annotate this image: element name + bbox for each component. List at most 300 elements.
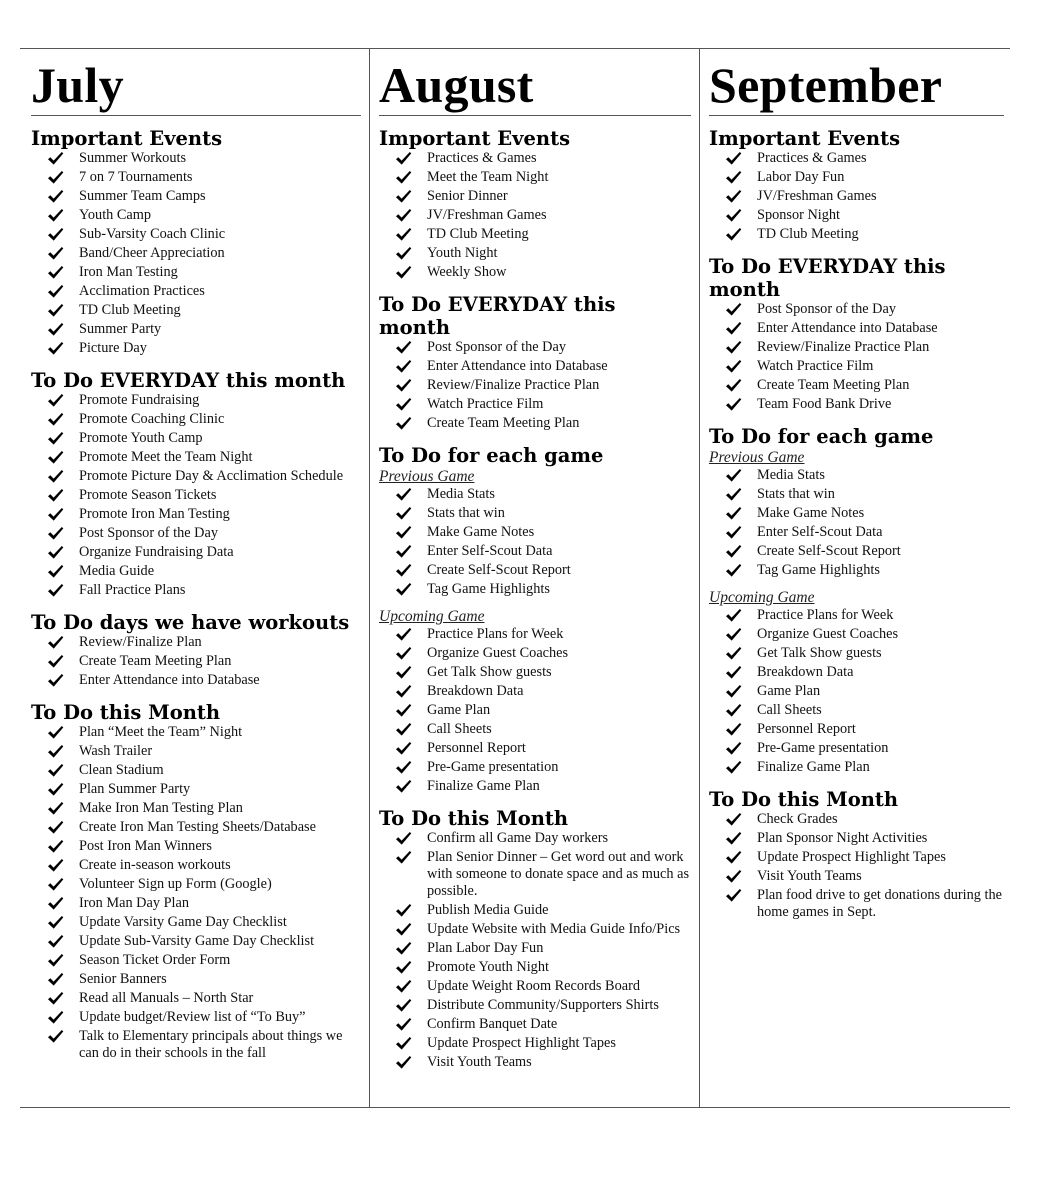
subsection-title-previous-game: Previous Game (379, 468, 475, 485)
checklist-item-label: Season Ticket Order Form (79, 952, 231, 968)
checkmark-icon (395, 416, 412, 431)
checkmark-icon (47, 583, 64, 598)
checklist-item (379, 921, 691, 938)
checklist-item (709, 740, 1004, 757)
checklist (31, 150, 361, 357)
checklist-item (379, 683, 691, 700)
checklist-item-label: Call Sheets (757, 702, 822, 718)
checklist-item-label: Watch Practice Film (757, 358, 874, 374)
checkmark-icon (47, 151, 64, 166)
checkmark-icon (725, 646, 742, 661)
checklist-item (31, 169, 361, 186)
checklist-item-label: Band/Cheer Appreciation (79, 245, 225, 261)
checkmark-icon (47, 526, 64, 541)
checkmark-icon (725, 741, 742, 756)
checklist-item-label: Promote Fundraising (79, 392, 200, 408)
section-title-to-do-for-each-game: To Do for each game (709, 425, 934, 448)
checklist-item-label: TD Club Meeting (79, 302, 181, 318)
checkmark-icon (47, 635, 64, 650)
section-title-important-events: Important Events (379, 127, 571, 150)
checklist-item-label: Create in-season workouts (79, 857, 231, 873)
checkmark-icon (725, 506, 742, 521)
checkmark-icon (47, 393, 64, 408)
checklist-item (379, 264, 691, 281)
checkmark-icon (47, 265, 64, 280)
checkmark-icon (395, 487, 412, 502)
checklist-item-label: Promote Picture Day & Acclimation Schedule (79, 468, 344, 484)
checklist-item-label: Enter Self-Scout Data (757, 524, 883, 540)
checklist-item-label: Get Talk Show guests (757, 645, 882, 661)
checkmark-icon (47, 208, 64, 223)
checkmark-icon (395, 246, 412, 261)
checkmark-icon (395, 1036, 412, 1051)
checkmark-icon (395, 684, 412, 699)
checklist-item (709, 505, 1004, 522)
checklist (379, 626, 691, 795)
checkmark-icon (395, 208, 412, 223)
checklist-item-label: Check Grades (757, 811, 838, 827)
checklist-item-label: Review/Finalize Practice Plan (427, 377, 600, 393)
checkmark-icon (395, 722, 412, 737)
checkmark-icon (725, 208, 742, 223)
checklist-item-label: Enter Attendance into Database (79, 672, 260, 688)
checklist (379, 150, 691, 281)
checklist-item-label: Review/Finalize Practice Plan (757, 339, 930, 355)
checkmark-icon (47, 545, 64, 560)
checklist-item (709, 664, 1004, 681)
checklist-item (709, 683, 1004, 700)
checklist-item (31, 430, 361, 447)
checklist-item (379, 226, 691, 243)
checklist-item-label: Create Iron Man Testing Sheets/Database (79, 819, 316, 835)
checklist-item (379, 150, 691, 167)
checklist-item (379, 562, 691, 579)
checklist-item-label: Team Food Bank Drive (757, 396, 892, 412)
checklist-item (31, 895, 361, 912)
checklist-item-label: Weekly Show (427, 264, 507, 280)
checklist-item (709, 887, 1004, 921)
checkmark-icon (725, 227, 742, 242)
checklist-item (379, 486, 691, 503)
checkmark-icon (47, 469, 64, 484)
checkmark-icon (395, 703, 412, 718)
month-title: August (379, 57, 691, 116)
checkmark-icon (47, 450, 64, 465)
section-title-to-do-this-month: To Do this Month (31, 701, 221, 724)
checklist-item-label: Visit Youth Teams (757, 868, 862, 884)
checkmark-icon (47, 189, 64, 204)
checklist-item-label: Youth Camp (79, 207, 152, 223)
checklist-item-label: Personnel Report (757, 721, 856, 737)
section-title-important-events: Important Events (709, 127, 901, 150)
checklist-item (379, 415, 691, 432)
checklist-item (31, 392, 361, 409)
month-column-september (699, 49, 1010, 1107)
checkmark-icon (725, 544, 742, 559)
checkmark-icon (725, 487, 742, 502)
checkmark-icon (725, 850, 742, 865)
checklist-item (709, 226, 1004, 243)
checklist-item (31, 762, 361, 779)
checkmark-icon (47, 654, 64, 669)
checklist-item-label: Plan Summer Party (79, 781, 191, 797)
checklist-item (379, 759, 691, 776)
checklist-item (31, 544, 361, 561)
checklist-item-label: Create Self-Scout Report (757, 543, 901, 559)
checklist-item-label: Practices & Games (427, 150, 537, 166)
checkmark-icon (47, 915, 64, 930)
checklist-item (709, 607, 1004, 624)
checklist-item-label: Organize Guest Coaches (427, 645, 569, 661)
checklist-item (31, 226, 361, 243)
checklist-item (709, 396, 1004, 413)
checkmark-icon (725, 627, 742, 642)
checklist-item (379, 940, 691, 957)
checklist-item (31, 1028, 361, 1062)
checklist-item-label: Make Game Notes (427, 524, 535, 540)
checklist-item (709, 543, 1004, 560)
checklist-item-label: Enter Self-Scout Data (427, 543, 553, 559)
checkmark-icon (725, 665, 742, 680)
checklist-item-label: Senior Dinner (427, 188, 508, 204)
checkmark-icon (395, 506, 412, 521)
checkmark-icon (395, 359, 412, 374)
checklist-item-label: Acclimation Practices (79, 283, 205, 299)
checkmark-icon (395, 525, 412, 540)
checkmark-icon (395, 378, 412, 393)
checklist-item-label: Media Stats (757, 467, 825, 483)
checklist-item-label: Finalize Game Plan (757, 759, 870, 775)
checklist-item-label: Update Varsity Game Day Checklist (79, 914, 287, 930)
checkmark-icon (725, 170, 742, 185)
checkmark-icon (395, 1055, 412, 1070)
section-title-important-events: Important Events (31, 127, 223, 150)
checklist-item-label: Promote Iron Man Testing (79, 506, 230, 522)
checklist-item-label: Summer Workouts (79, 150, 187, 166)
checklist-item-label: Plan Sponsor Night Activities (757, 830, 928, 846)
checkmark-icon (395, 903, 412, 918)
checkmark-icon (47, 170, 64, 185)
checklist-item (31, 838, 361, 855)
checklist-item (379, 702, 691, 719)
checkmark-icon (47, 953, 64, 968)
checklist-item-label: Promote Coaching Clinic (79, 411, 225, 427)
checklist-item (31, 264, 361, 281)
section-title-to-do-everyday-this-month: To Do EVERYDAY this month (379, 293, 616, 339)
checklist-item-label: Pre-Game presentation (757, 740, 889, 756)
checklist-item (379, 849, 691, 900)
checkmark-icon (47, 412, 64, 427)
checklist-item (31, 340, 361, 357)
section-title-to-do-everyday-this-month: To Do EVERYDAY this month (709, 255, 946, 301)
month-title: September (709, 57, 1004, 116)
checklist-item (379, 543, 691, 560)
checklist-item-label: Call Sheets (427, 721, 492, 737)
checklist-item (31, 321, 361, 338)
checklist-item-label: Create Team Meeting Plan (427, 415, 580, 431)
checklist-item (379, 245, 691, 262)
checklist-item (31, 743, 361, 760)
checklist-item-label: Post Sponsor of the Day (757, 301, 896, 317)
month-title: July (31, 57, 361, 116)
checklist-item-label: Post Sponsor of the Day (79, 525, 218, 541)
checklist-item-label: Volunteer Sign up Form (Google) (79, 876, 272, 892)
checklist-item (31, 302, 361, 319)
checklist-item (31, 857, 361, 874)
checklist-item (709, 150, 1004, 167)
checklist-item-label: Confirm Banquet Date (427, 1016, 558, 1032)
checklist-item (31, 582, 361, 599)
checkmark-icon (47, 725, 64, 740)
checklist-item-label: Confirm all Game Day workers (427, 830, 609, 846)
checkmark-icon (725, 378, 742, 393)
checklist-item (379, 1035, 691, 1052)
checkmark-icon (47, 744, 64, 759)
checklist-item (379, 377, 691, 394)
checklist-item (379, 664, 691, 681)
checklist-item (31, 468, 361, 485)
checklist-item (31, 150, 361, 167)
checkmark-icon (47, 858, 64, 873)
checklist-item-label: Breakdown Data (427, 683, 524, 699)
checklist-item (379, 778, 691, 795)
checklist-item-label: TD Club Meeting (427, 226, 529, 242)
checklist-item-label: Promote Youth Camp (79, 430, 203, 446)
checkmark-icon (395, 544, 412, 559)
checkmark-icon (725, 722, 742, 737)
checkmark-icon (47, 303, 64, 318)
checkmark-icon (47, 763, 64, 778)
checklist-item-label: Update Prospect Highlight Tapes (757, 849, 946, 865)
checklist-item-label: Practices & Games (757, 150, 867, 166)
checklist-item (379, 188, 691, 205)
checklist-item-label: Tag Game Highlights (757, 562, 880, 578)
checkmark-icon (725, 760, 742, 775)
checklist-item-label: Update Weight Room Records Board (427, 978, 641, 994)
checkmark-icon (395, 265, 412, 280)
checklist-item-label: Promote Youth Night (427, 959, 549, 975)
checkmark-icon (47, 820, 64, 835)
checklist-item (31, 800, 361, 817)
checklist-item (31, 283, 361, 300)
checkmark-icon (395, 960, 412, 975)
checklist-item (709, 759, 1004, 776)
checklist-item (379, 207, 691, 224)
checklist-item (379, 339, 691, 356)
checklist-item (379, 626, 691, 643)
checklist-item (31, 971, 361, 988)
checklist-item-label: Create Team Meeting Plan (757, 377, 910, 393)
checklist-item-label: Fall Practice Plans (79, 582, 186, 598)
checklist-item (31, 1009, 361, 1026)
checklist-item-label: Publish Media Guide (427, 902, 549, 918)
checklist-item-label: TD Club Meeting (757, 226, 859, 242)
checkmark-icon (395, 646, 412, 661)
checklist-item-label: Make Game Notes (757, 505, 865, 521)
checkmark-icon (47, 246, 64, 261)
checklist-item-label: Game Plan (757, 683, 821, 699)
checkmark-icon (47, 972, 64, 987)
checkmark-icon (395, 760, 412, 775)
checkmark-icon (395, 340, 412, 355)
checklist-item-label: Senior Banners (79, 971, 167, 987)
checklist (379, 830, 691, 1071)
checklist-item-label: Talk to Elementary principals about things we can do in their schools in the fall (79, 1028, 343, 1061)
checklist (709, 150, 1004, 243)
checkmark-icon (395, 563, 412, 578)
checklist-item-label: Sub-Varsity Coach Clinic (79, 226, 226, 242)
checkmark-icon (395, 922, 412, 937)
checkmark-icon (47, 782, 64, 797)
checklist-item (31, 990, 361, 1007)
checkmark-icon (725, 888, 742, 903)
checklist-item (379, 997, 691, 1014)
checklist-item-label: Tag Game Highlights (427, 581, 550, 597)
subsection-title-upcoming-game: Upcoming Game (709, 589, 815, 606)
checkmark-icon (395, 582, 412, 597)
checklist-item (379, 358, 691, 375)
checklist-item-label: Update Sub-Varsity Game Day Checklist (79, 933, 315, 949)
checkmark-icon (395, 1017, 412, 1032)
checklist-item (379, 169, 691, 186)
checklist-item (31, 634, 361, 651)
checklist-item (31, 876, 361, 893)
checklist-item (379, 740, 691, 757)
checklist (709, 607, 1004, 776)
checkmark-icon (47, 322, 64, 337)
checklist-item-label: Promote Season Tickets (79, 487, 217, 503)
checkmark-icon (47, 991, 64, 1006)
checkmark-icon (725, 812, 742, 827)
checklist-item-label: Youth Night (427, 245, 498, 261)
checklist-item (379, 830, 691, 847)
checkmark-icon (395, 665, 412, 680)
checklist-item-label: Update Website with Media Guide Info/Pics (427, 921, 681, 937)
checklist-item (379, 978, 691, 995)
checklist-item-label: JV/Freshman Games (757, 188, 877, 204)
checklist-item (709, 849, 1004, 866)
checkmark-icon (395, 151, 412, 166)
checklist-item (31, 653, 361, 670)
checklist-item (31, 952, 361, 969)
checklist-item-label: Personnel Report (427, 740, 526, 756)
checklist-item (379, 1016, 691, 1033)
checkmark-icon (725, 340, 742, 355)
checklist-item (709, 702, 1004, 719)
checkmark-icon (395, 979, 412, 994)
checklist (31, 392, 361, 599)
checkmark-icon (47, 431, 64, 446)
checklist-item (709, 645, 1004, 662)
checkmark-icon (47, 839, 64, 854)
checklist-item-label: Breakdown Data (757, 664, 854, 680)
checklist-item (379, 645, 691, 662)
checklist-item-label: Organize Guest Coaches (757, 626, 899, 642)
checklist-item (31, 933, 361, 950)
checkmark-icon (725, 563, 742, 578)
checklist (379, 486, 691, 598)
checklist-item-label: Create Self-Scout Report (427, 562, 571, 578)
checkmark-icon (47, 1010, 64, 1025)
checklist-item-label: Stats that win (427, 505, 505, 521)
checklist (31, 724, 361, 1062)
checkmark-icon (47, 934, 64, 949)
checklist-item-label: Summer Party (79, 321, 162, 337)
checkmark-icon (47, 507, 64, 522)
section-title-to-do-this-month: To Do this Month (379, 807, 569, 830)
checkmark-icon (725, 525, 742, 540)
checklist-item (379, 505, 691, 522)
checklist (709, 811, 1004, 921)
checkmark-icon (47, 488, 64, 503)
checklist-item (709, 811, 1004, 828)
checklist-item-label: Update Prospect Highlight Tapes (427, 1035, 616, 1051)
checkmark-icon (725, 684, 742, 699)
checklist-item-label: Game Plan (427, 702, 491, 718)
checklist-item (709, 207, 1004, 224)
checklist-item-label: Meet the Team Night (427, 169, 549, 185)
checkmark-icon (395, 998, 412, 1013)
checkmark-icon (725, 302, 742, 317)
checklist-item-label: Enter Attendance into Database (757, 320, 938, 336)
checkmark-icon (395, 741, 412, 756)
checklist-item (379, 581, 691, 598)
section-title-to-do-this-month: To Do this Month (709, 788, 899, 811)
checklist-item (709, 188, 1004, 205)
checklist-item (31, 245, 361, 262)
checklist-item-label: JV/Freshman Games (427, 207, 547, 223)
checkmark-icon (725, 869, 742, 884)
checklist-item (709, 830, 1004, 847)
checklist-item-label: Plan “Meet the Team” Night (79, 724, 243, 740)
checkmark-icon (47, 1029, 64, 1044)
checkmark-icon (395, 850, 412, 865)
checklist-item-label: Organize Fundraising Data (79, 544, 234, 560)
checklist-item-label: Promote Meet the Team Night (79, 449, 253, 465)
checklist-item-label: Create Team Meeting Plan (79, 653, 232, 669)
checklist-item-label: Plan Labor Day Fun (427, 940, 544, 956)
checklist-item (31, 563, 361, 580)
checklist-item-label: Labor Day Fun (757, 169, 845, 185)
checklist-item-label: Summer Team Camps (79, 188, 206, 204)
checklist-item (31, 449, 361, 466)
checklist-item-label: Update budget/Review list of “To Buy” (79, 1009, 306, 1025)
checklist-item (31, 819, 361, 836)
checkmark-icon (395, 779, 412, 794)
checkmark-icon (725, 321, 742, 336)
checkmark-icon (395, 170, 412, 185)
checklist-item-label: Distribute Community/Supporters Shirts (427, 997, 659, 1013)
subsection-title-upcoming-game: Upcoming Game (379, 608, 485, 625)
checkmark-icon (395, 627, 412, 642)
checklist-item (709, 626, 1004, 643)
month-column-august (369, 49, 699, 1107)
checklist (31, 634, 361, 689)
monthly-checklist-sheet (20, 48, 1010, 1108)
checklist-item (709, 524, 1004, 541)
checkmark-icon (395, 189, 412, 204)
checklist-item-label: Sponsor Night (757, 207, 841, 223)
checkmark-icon (47, 341, 64, 356)
checklist-item-label: Plan Senior Dinner – Get word out and work with someone to donate space and as much as possible. (427, 849, 690, 899)
checklist-item (31, 525, 361, 542)
checklist-item-label: Read all Manuals – North Star (79, 990, 254, 1006)
checklist-item (709, 301, 1004, 318)
checklist-item (709, 467, 1004, 484)
checkmark-icon (47, 877, 64, 892)
checklist-item-label: Post Sponsor of the Day (427, 339, 566, 355)
checklist-item (709, 169, 1004, 186)
